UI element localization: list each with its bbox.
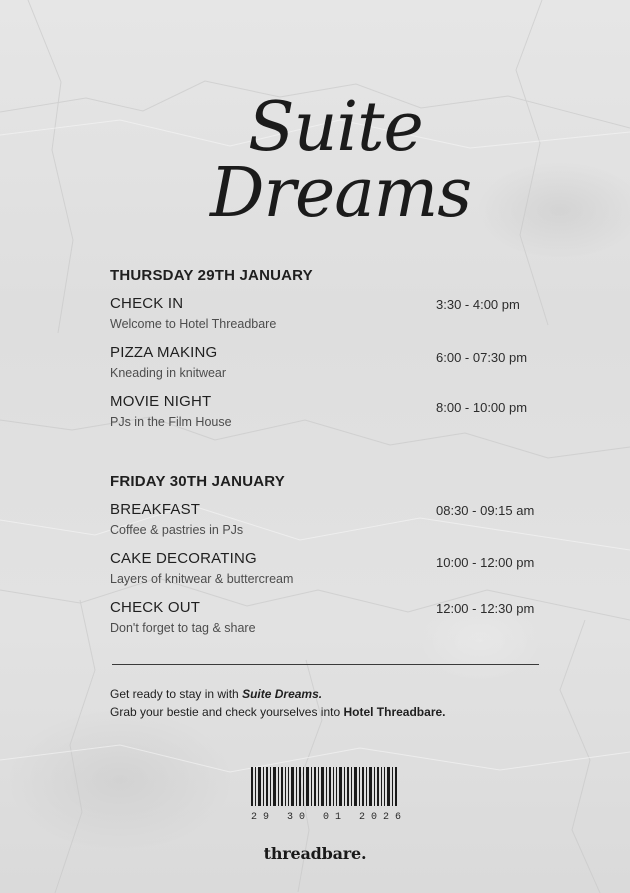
event-item	[110, 295, 540, 344]
title-line-1: Suite	[248, 88, 423, 167]
event-time: 6:00 - 07:30 pm	[436, 350, 528, 365]
day-heading: FRIDAY 30TH JANUARY	[110, 473, 285, 490]
event-description: Don't forget to tag & share	[110, 621, 256, 635]
event-time: 12:00 - 12:30 pm	[436, 601, 535, 616]
event-list	[110, 501, 540, 644]
note-line-2-emphasis: Hotel Threadbare.	[343, 705, 446, 719]
event-item	[110, 393, 540, 438]
event-time: 10:00 - 12:00 pm	[436, 555, 535, 570]
event-description: Kneading in knitwear	[110, 366, 227, 380]
note-line-1-text: Get ready to stay in with	[110, 687, 243, 701]
note-line-2-text: Grab your bestie and check yourselves into	[110, 705, 344, 719]
event-item	[110, 344, 540, 393]
event-name: CAKE DECORATING	[110, 550, 257, 567]
note-line-1	[110, 685, 540, 703]
event-list	[110, 295, 540, 438]
event-name: PIZZA MAKING	[110, 344, 218, 361]
title-line-2: Dreams	[210, 154, 472, 233]
divider	[112, 664, 539, 665]
barcode	[251, 767, 399, 806]
brand-logo-text: threadbare.	[263, 844, 367, 863]
event-name: CHECK IN	[110, 295, 184, 312]
note-line-1-emphasis: Suite Dreams.	[242, 687, 323, 701]
event-description: Welcome to Hotel Threadbare	[110, 317, 277, 331]
event-description: Layers of knitwear & buttercream	[110, 572, 294, 586]
event-time: 08:30 - 09:15 am	[436, 503, 535, 518]
day-thursday	[110, 267, 540, 438]
event-description: Coffee & pastries in PJs	[110, 523, 244, 537]
event-item	[110, 501, 540, 550]
event-time: 8:00 - 10:00 pm	[436, 400, 528, 415]
day-friday	[110, 473, 540, 644]
note-line-2	[110, 703, 540, 721]
event-description: PJs in the Film House	[110, 415, 232, 429]
event-name: CHECK OUT	[110, 599, 201, 616]
event-name: BREAKFAST	[110, 501, 201, 518]
invitation-note	[110, 685, 540, 721]
day-heading: THURSDAY 29TH JANUARY	[110, 267, 313, 284]
event-name: MOVIE NIGHT	[110, 393, 212, 410]
barcode-number: 29 30 01 2026	[251, 812, 408, 823]
event-item	[110, 599, 540, 644]
event-item	[110, 550, 540, 599]
title	[0, 86, 630, 231]
event-time: 3:30 - 4:00 pm	[436, 297, 520, 312]
